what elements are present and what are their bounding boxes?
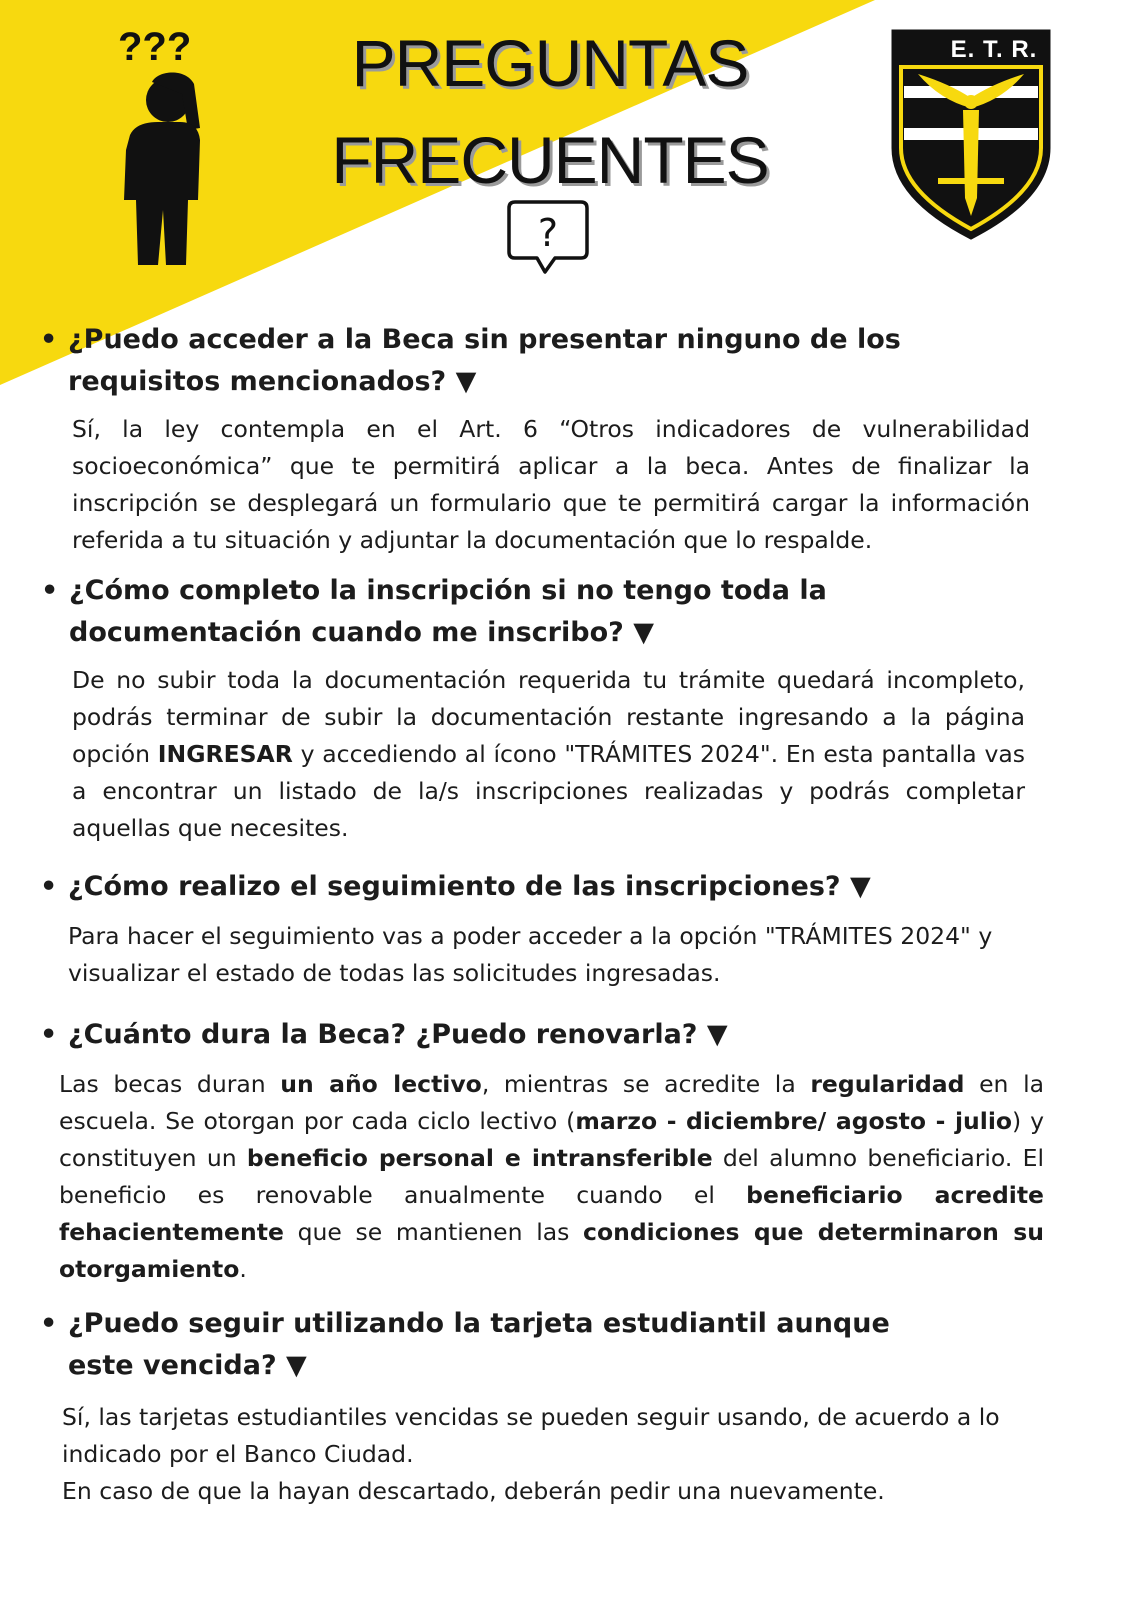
answer-text: que se mantienen las [283,1218,584,1246]
faq-item-4 [40,1014,1053,1288]
answer-bold-text: marzo - diciembre/ agosto - julio [575,1107,1013,1135]
faq-item-5 [40,1303,1043,1510]
answer-text: De no subir toda la documentación requerida tu trámite quedará incompleto, podrás terminar de subir la documentación restante ingresando a la página opción [72,666,1025,768]
faq-answer-4 [59,1066,1044,1288]
bullet: • [40,1308,58,1339]
title-line-1: PREGUNTAS [351,26,749,100]
question-text: ¿Puedo acceder a la Beca sin presentar ninguno de los requisitos mencionados? [68,324,901,397]
faq-question-2[interactable] [41,570,1049,654]
expand-arrow-icon[interactable]: ▼ [455,366,477,397]
faq-question-4[interactable] [40,1014,1053,1056]
expand-arrow-icon[interactable]: ▼ [849,871,871,902]
faq-item-2 [41,570,1049,847]
answer-bold-text: beneficio personal e intransferible [246,1144,713,1172]
faq-answer-2 [72,662,1025,847]
question-marks: ??? [118,30,192,69]
faq-answer-5-line-1: Sí, las tarjetas estudiantiles vencidas se pueden seguir usando, de acuerdo a lo indicado por el Banco Ciudad. [62,1403,1000,1468]
confused-person-icon [108,30,218,270]
answer-bold-text: INGRESAR [157,740,293,768]
answer-text: y accediendo al ícono "TRÁMITES 2024". En esta pantalla vas a encontrar un listado de la/s inscripciones realizadas y podrás completar aquellas que necesites. [72,740,1025,842]
faq-answer-1: Sí, la ley contempla en el Art. 6 “Otros indicadores de vulnerabilidad socioeconómica” que te permitirá aplicar a la beca. Antes de finalizar la inscripción se desplegará un formulario que te permitirá cargar la información referida a tu situación y adjuntar la documentación que lo respalde. [72,415,1030,554]
answer-bold-text: un año lectivo [280,1070,482,1098]
faq-item-1 [40,319,1043,559]
expand-arrow-icon[interactable]: ▼ [706,1019,728,1050]
answer-bold-text: regularidad [810,1070,965,1098]
bullet: • [41,575,59,606]
faq-answer-3: Para hacer el seguimiento vas a poder acceder a la opción "TRÁMITES 2024" y visualizar el estado de todas las solicitudes ingresadas. [68,922,993,987]
answer-text: en la escuela. Se otorgan por cada ciclo lectivo ( [59,1070,1044,1135]
answer-text: . [239,1255,247,1283]
question-text: ¿Puedo seguir utilizando la tarjeta estudiantil aunque este vencida? [68,1308,890,1381]
answer-text: ) y constituyen un [59,1107,1045,1172]
bullet: • [40,1019,58,1050]
expand-arrow-icon[interactable]: ▼ [286,1350,307,1381]
question-text: ¿Cómo realizo el seguimiento de las inscripciones? [68,871,841,902]
title-line-2: FRECUENTES [331,123,769,197]
bullet: • [40,324,58,355]
faq-question-5[interactable] [40,1303,948,1387]
crest-initials: E. T. R. [950,36,1038,63]
speech-bubble-question-icon [507,200,589,276]
bullet: • [40,871,58,902]
answer-text: Las becas duran [59,1070,281,1098]
answer-text: , mientras se acredite la [481,1070,811,1098]
faq-question-1[interactable] [40,319,1043,403]
answer-bold-text: condiciones que determinaron su otorgamiento [59,1218,1044,1283]
expand-arrow-icon[interactable]: ▼ [633,617,654,648]
bubble-question-mark: ? [537,211,559,255]
question-text: ¿Cuánto dura la Beca? ¿Puedo renovarla? [68,1019,698,1050]
answer-text: del alumno beneficiario. El beneficio es renovable anualmente cuando el [59,1144,1044,1209]
faq-answer-5-line-2: En caso de que la hayan descartado, deberán pedir una nuevamente. [62,1477,885,1505]
answer-bold-text: beneficiario acredite fehacientemente [59,1181,1044,1246]
faq-item-3 [40,866,1048,992]
question-text: ¿Cómo completo la inscripción si no tengo toda la documentación cuando me inscribo? [69,575,827,648]
faq-question-3[interactable] [40,866,1048,908]
